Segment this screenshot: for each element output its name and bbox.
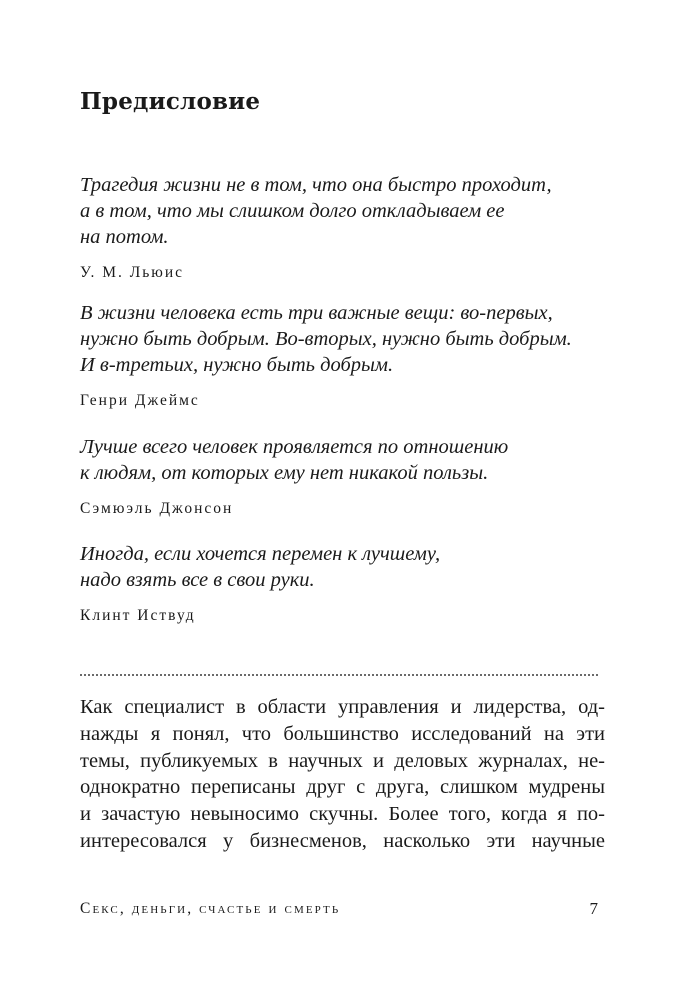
- body-line: и зачастую невыносимо скучны. Более того, когда я по-: [80, 803, 605, 826]
- body-line: нажды я понял, что большинство исследований на эти: [80, 722, 605, 745]
- epigraph-quote: [80, 300, 605, 410]
- quote-text: Лучше всего человек проявляется по отношению к людям, от которых ему нет никакой пользы.: [80, 436, 509, 484]
- body-line: интересовался у бизнесменов, насколько эти научные: [80, 829, 605, 852]
- page-number: 7: [589, 899, 598, 918]
- body-line: однократно переписаны друг с друга, слишком мудрены: [80, 776, 605, 799]
- dotted-divider: [80, 674, 598, 676]
- quote-author: Генри Джеймс: [80, 392, 200, 409]
- quote-text: Трагедия жизни не в том, что она быстро проходит, а в том, что мы слишком долго откладываем ее на потом.: [80, 174, 552, 248]
- running-title: Секс, деньги, счастье и смерть: [80, 900, 341, 917]
- running-footer: [80, 900, 598, 918]
- page-title: Предисловие: [80, 88, 261, 115]
- quote-author: Сэмюэль Джонсон: [80, 500, 234, 517]
- quote-author: У. М. Льюис: [80, 264, 185, 281]
- body-line: темы, публикуемых в научных и деловых журналах, не-: [80, 749, 605, 772]
- book-page: [80, 0, 605, 1000]
- epigraph-quote: [80, 172, 605, 282]
- body-paragraph: [80, 694, 605, 855]
- quote-author: Клинт Иствуд: [80, 607, 196, 624]
- quote-text: Иногда, если хочется перемен к лучшему, надо взять все в свои руки.: [80, 543, 441, 591]
- quote-text: В жизни человека есть три важные вещи: во-первых, нужно быть добрым. Во-вторых, нужно быть добрым. И в-третьих, нужно быть добрым.: [80, 302, 572, 376]
- epigraph-quote: [80, 434, 605, 518]
- epigraph-quote: [80, 541, 605, 625]
- body-line: Как специалист в области управления и лидерства, од-: [80, 696, 605, 718]
